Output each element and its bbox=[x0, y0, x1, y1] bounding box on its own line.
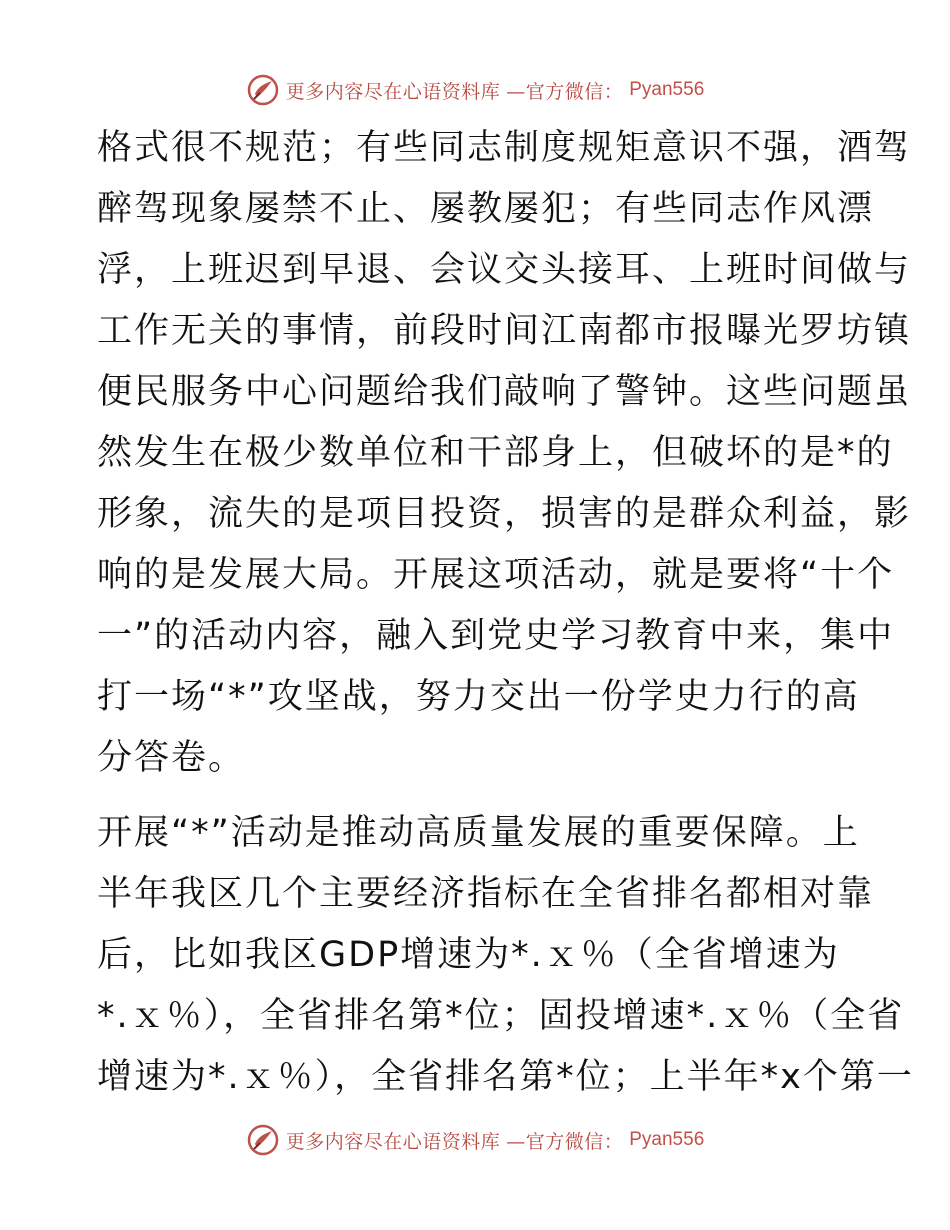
text-line: 醉驾现象屡禁不止、屡教屡犯；有些同志作风漂 bbox=[97, 189, 875, 229]
watermark-separator: —官方微信： bbox=[506, 1130, 624, 1153]
text-line: 格式很不规范；有些同志制度规矩意识不强，酒驾 bbox=[97, 128, 912, 168]
logo-icon bbox=[246, 1123, 280, 1157]
document-body bbox=[97, 118, 914, 1108]
text-line: 一”的活动内容，融入到党史学习教育中来，集中 bbox=[97, 616, 895, 656]
logo-icon bbox=[246, 73, 280, 107]
text-line: 然发生在极少数单位和干部身上，但破坏的是*的 bbox=[97, 433, 894, 473]
text-line: 增速为*.ｘ％），全省排名第*位；上半年*x个第一 bbox=[97, 1057, 914, 1097]
watermark-wechat-id: Pyan556 bbox=[629, 79, 705, 100]
text-line: 后，比如我区GDP增速为*.ｘ％（全省增速为 bbox=[97, 935, 840, 975]
watermark-text: 更多内容尽在心语资料库 bbox=[285, 1130, 501, 1153]
paragraph-2 bbox=[97, 803, 914, 1108]
watermark-footer bbox=[0, 1120, 950, 1160]
text-line: 响的是发展大局。开展这项活动，就是要将“十个 bbox=[97, 555, 895, 595]
paragraph-1 bbox=[97, 118, 912, 789]
text-line: 分答卷。 bbox=[97, 738, 246, 778]
text-line: 工作无关的事情，前段时间江南都市报曝光罗坊镇 bbox=[97, 311, 912, 351]
text-line: 开展“*”活动是推动高质量发展的重要保障。上 bbox=[97, 813, 860, 853]
text-line: 便民服务中心问题给我们敲响了警钟。这些问题虽 bbox=[97, 372, 912, 412]
watermark-header bbox=[0, 70, 950, 110]
text-line: 半年我区几个主要经济指标在全省排名都相对靠 bbox=[97, 874, 875, 914]
text-line: 浮，上班迟到早退、会议交头接耳、上班时间做与 bbox=[97, 250, 912, 290]
paragraph-spacer bbox=[97, 789, 857, 803]
watermark-text: 更多内容尽在心语资料库 bbox=[285, 80, 501, 103]
watermark-wechat-id: Pyan556 bbox=[629, 1129, 705, 1150]
text-line: 形象，流失的是项目投资，损害的是群众利益，影 bbox=[97, 494, 912, 534]
text-line: *.ｘ％），全省排名第*位；固投增速*.ｘ％（全省 bbox=[97, 996, 905, 1036]
watermark-separator: —官方微信： bbox=[506, 80, 624, 103]
text-line: 打一场“*”攻坚战，努力交出一份学史力行的高 bbox=[97, 677, 860, 717]
